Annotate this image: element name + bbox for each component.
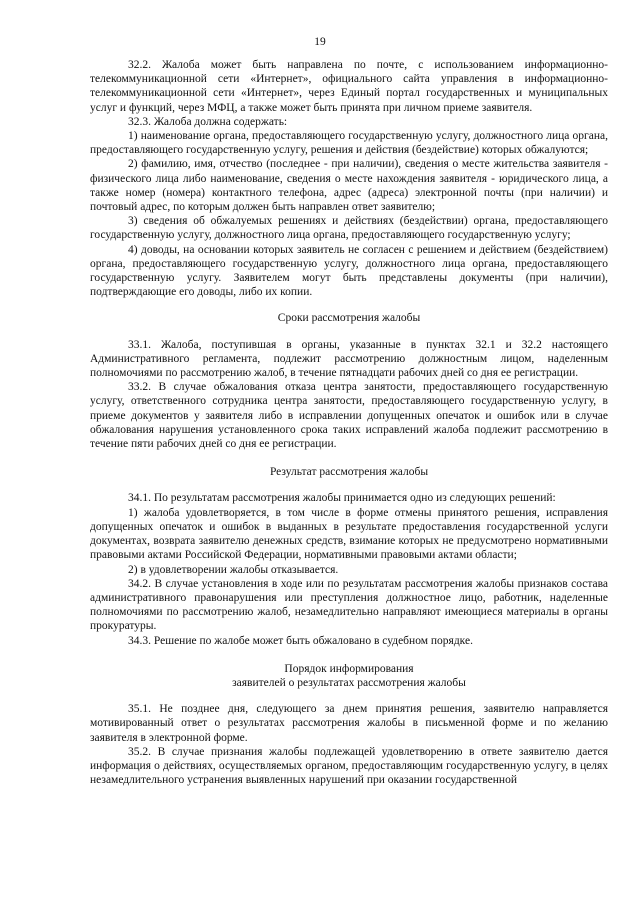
- paragraph-34-2: 34.2. В случае установления в ходе или по результатам рассмотрения жалобы признаков состава административного правонарушения или преступления должностное лицо, работник, наделенные полномочиями по рассмотрению жалоб, незамедлительно направляют имеющиеся материалы в органы прокуратуры.: [90, 577, 608, 633]
- list-item-34-1-1: 1) жалоба удовлетворяется, в том числе в форме отмены принятого решения, исправления допущенных опечаток и ошибок в выданных в результате предоставления государственной услуги документах, возврата заявителю денежных средств, взимание которых не предусмотрено нормативными правовыми актами Российской Федерации, нормативными правовыми актами области;: [90, 506, 608, 562]
- paragraph-32-3: 32.3. Жалоба должна содержать:: [128, 115, 288, 128]
- paragraph-33-2: 33.2. В случае обжалования отказа центра занятости, предоставляющего государственную услугу, ответственного сотрудника центра занятости, предоставляющего государственную услугу, в приеме документов у заявителя либо в исправлении допущенных опечаток и ошибок или в случае обжалования нарушения установленного срока таких исправлений жалоба подлежит рассмотрению в течение пяти рабочих дней со дня ее регистрации.: [90, 381, 608, 451]
- paragraph-32-2: 32.2. Жалоба может быть направлена по почте, с использованием информационно-телекоммуникационной сети «Интернет», официального сайта управления в информационно-телекоммуникационной сети «Интернет», через Единый портал государственных и муниципальных услуг и функций, через МФЦ, а также может быть принята при личном приеме заявителя.: [90, 59, 608, 114]
- list-item-34-1-2: 2) в удовлетворении жалобы отказывается.: [128, 563, 339, 576]
- list-item-32-3-1: 1) наименование органа, предоставляющего государственную услугу, должностного лица органа, предоставляющего государственную услугу, решения и действия (бездействие) которых обжалуются;: [90, 130, 608, 157]
- section-heading-rezultat: Результат рассмотрения жалобы: [269, 466, 429, 479]
- list-item-32-3-4: 4) доводы, на основании которых заявитель не согласен с решением и действием (бездействием) органа, предоставляющего государственную услугу, должностного лица органа, предоставляющего государственную услугу. Заявителем могут быть представлены документы (при наличии), подтверждающие его доводы, либо их копии.: [90, 243, 608, 299]
- document-body: [90, 58, 608, 787]
- section-heading-sroki: Сроки рассмотрения жалобы: [277, 312, 421, 325]
- paragraph-34-1: 34.1. По результатам рассмотрения жалобы принимается одно из следующих решений:: [128, 492, 556, 505]
- section-heading-poryadok-line2: заявителей о результатах рассмотрения жалобы: [232, 676, 466, 689]
- paragraph-35-1: 35.1. Не позднее дня, следующего за днем принятия решения, заявителю направляется мотивированный ответ о результатах рассмотрения жалобы в письменной форме и по желанию заявителя в электронной форме.: [90, 703, 608, 744]
- section-heading-poryadok-line1: Порядок информирования: [284, 662, 414, 675]
- paragraph-33-1: 33.1. Жалоба, поступившая в органы, указанные в пунктах 32.1 и 32.2 настоящего Административного регламента, подлежит рассмотрению должностным лицом, наделенным полномочиями по рассмотрению жалоб, в течение пятнадцати рабочих дней со дня ее регистрации.: [90, 338, 608, 380]
- paragraph-34-3: 34.3. Решение по жалобе может быть обжаловано в судебном порядке.: [128, 634, 473, 647]
- list-item-32-3-3: 3) сведения об обжалуемых решениях и действиях (бездействии) органа, предоставляющего государственную услугу, должностного лица органа, предоставляющего государственную услугу;: [90, 215, 608, 242]
- page-number: 19: [314, 36, 326, 48]
- list-item-32-3-2: 2) фамилию, имя, отчество (последнее - при наличии), сведения о месте жительства заявителя - физического лица либо наименование, сведения о месте нахождения заявителя - юридического лица, а также номер (номера) контактного телефона, адрес (адреса) электронной почты (при наличии) и почтовый адрес, по которым должен быть направлен ответ заявителю;: [90, 158, 608, 214]
- paragraph-35-2: 35.2. В случае признания жалобы подлежащей удовлетворению в ответе заявителю дается информация о действиях, осуществляемых органом, предоставляющим государственную услугу, в целях незамедлительного устранения выявленных нарушений при оказании государственной: [90, 745, 608, 787]
